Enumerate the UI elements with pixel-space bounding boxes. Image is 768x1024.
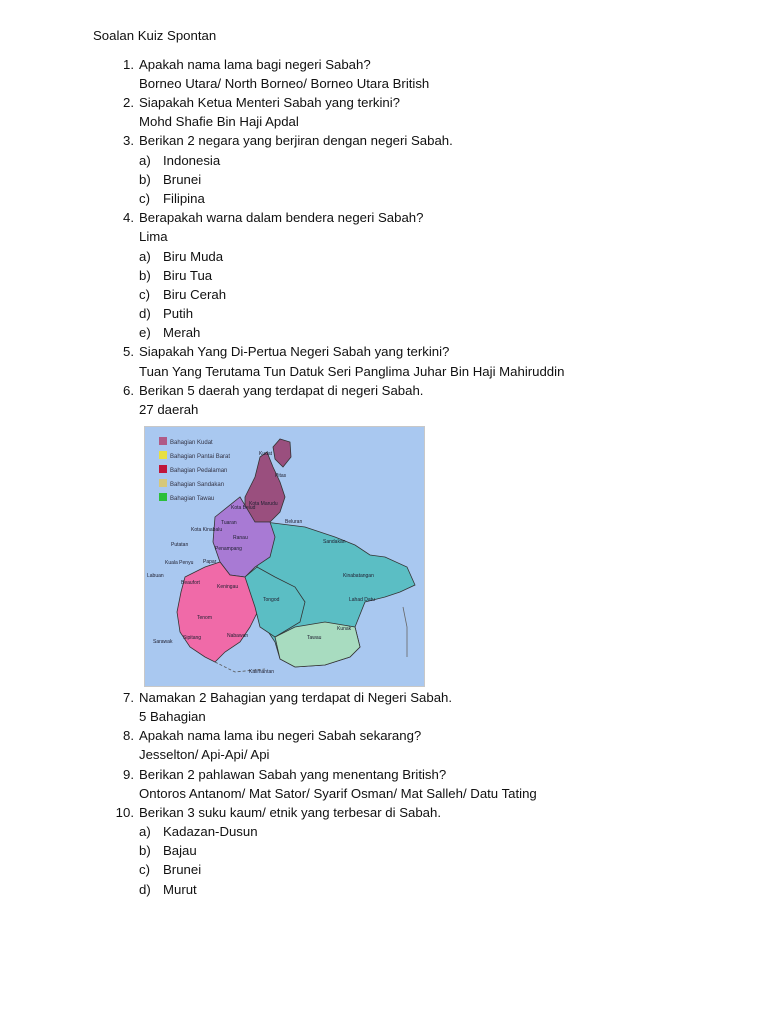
question-number: 5. — [123, 344, 134, 359]
place-label: Tawau — [307, 635, 322, 641]
option: b) Brunei — [139, 172, 202, 187]
answer-9: Ontoros Antanom/ Mat Sator/ Syarif Osman/ Mat Salleh/ Datu Tating — [139, 786, 537, 801]
answer-5: Tuan Yang Terutama Tun Datuk Seri Panglima Juhar Bin Haji Mahiruddin — [139, 364, 565, 379]
option: d) Putih — [139, 306, 194, 321]
place-label: Papar — [203, 559, 217, 565]
place-label: Lahad Datu — [349, 597, 375, 603]
legend-item: Bahagian Sandakan — [170, 482, 225, 488]
answer-1: Borneo Utara/ North Borneo/ Borneo Utara British — [139, 76, 430, 91]
place-label: Kudat — [259, 451, 273, 457]
question-number: 1. — [123, 57, 134, 72]
option: c) Brunei — [139, 862, 202, 877]
option: c) Filipina — [139, 191, 205, 206]
place-label: Beaufort — [181, 580, 200, 586]
place-label: Sarawak — [153, 639, 173, 645]
place-label: Labuan — [147, 573, 164, 579]
place-label: Tuaran — [221, 520, 237, 526]
answer-6: 27 daerah — [139, 402, 199, 417]
legend-item: Bahagian Tawau — [170, 496, 215, 502]
option: c) Biru Cerah — [139, 287, 227, 302]
legend-item: Bahagian Pantai Barat — [170, 454, 231, 460]
option: a) Kadazan-Dusun — [139, 824, 258, 839]
answer-8: Jesselton/ Api-Api/ Api — [139, 747, 270, 762]
option: a) Biru Muda — [139, 249, 224, 264]
place-label: Kalimantan — [249, 669, 275, 675]
question-text: Berapakah warna dalam bendera negeri Sabah? — [139, 210, 424, 225]
question-text: Berikan 2 negara yang berjiran dengan negeri Sabah. — [139, 133, 453, 148]
place-label: Ranau — [233, 535, 248, 541]
sabah-map-svg — [145, 427, 424, 686]
place-label: Nabawan — [227, 633, 249, 639]
option: d) Murut — [139, 882, 197, 897]
document-title: Soalan Kuiz Spontan — [93, 28, 217, 43]
sabah-map — [144, 426, 425, 687]
question-number: 4. — [123, 210, 134, 225]
option: b) Bajau — [139, 843, 197, 858]
question-text: Berikan 5 daerah yang terdapat di negeri Sabah. — [139, 383, 424, 398]
place-label: Kuala Penyu — [165, 560, 194, 566]
legend-item: Bahagian Kudat — [170, 440, 213, 446]
place-label: Kunak — [337, 626, 352, 632]
option: a) Indonesia — [139, 153, 221, 168]
question-number: 10. — [115, 805, 134, 820]
option: b) Biru Tua — [139, 268, 213, 283]
place-label: Sipitang — [183, 635, 202, 641]
question-number: 9. — [123, 767, 134, 782]
place-label: Keningau — [217, 584, 239, 590]
question-number: 8. — [123, 728, 134, 743]
place-label: Pitas — [275, 473, 287, 479]
answer-2: Mohd Shafie Bin Haji Apdal — [139, 114, 299, 129]
place-label: Kinabatangan — [343, 573, 374, 579]
place-label: Beluran — [285, 519, 303, 525]
place-label: Tongod — [263, 597, 280, 603]
question-number: 6. — [123, 383, 134, 398]
question-number: 3. — [123, 133, 134, 148]
place-label: Tenom — [197, 615, 213, 621]
option: e) Merah — [139, 325, 201, 340]
legend-item: Bahagian Pedalaman — [170, 468, 228, 474]
place-label: Penampang — [215, 546, 242, 552]
question-text: Apakah nama lama bagi negeri Sabah? — [139, 57, 371, 72]
question-text: Berikan 3 suku kaum/ etnik yang terbesar di Sabah. — [139, 805, 442, 820]
question-text: Siapakah Ketua Menteri Sabah yang terkini? — [139, 95, 400, 110]
place-label: Putatan — [171, 542, 189, 548]
answer-7: 5 Bahagian — [139, 709, 206, 724]
place-label: Kota Belud — [231, 505, 256, 511]
place-label: Kota Kinabalu — [191, 527, 223, 533]
question-number: 7. — [123, 690, 134, 705]
question-number: 2. — [123, 95, 134, 110]
question-text: Apakah nama lama ibu negeri Sabah sekarang? — [139, 728, 422, 743]
question-text: Berikan 2 pahlawan Sabah yang menentang British? — [139, 767, 447, 782]
answer-4: Lima — [139, 229, 168, 244]
place-label: Sandakan — [323, 539, 346, 545]
place-label: Kota Marudu — [249, 501, 278, 507]
question-text: Siapakah Yang Di-Pertua Negeri Sabah yang terkini? — [139, 344, 450, 359]
question-text: Namakan 2 Bahagian yang terdapat di Negeri Sabah. — [139, 690, 453, 705]
